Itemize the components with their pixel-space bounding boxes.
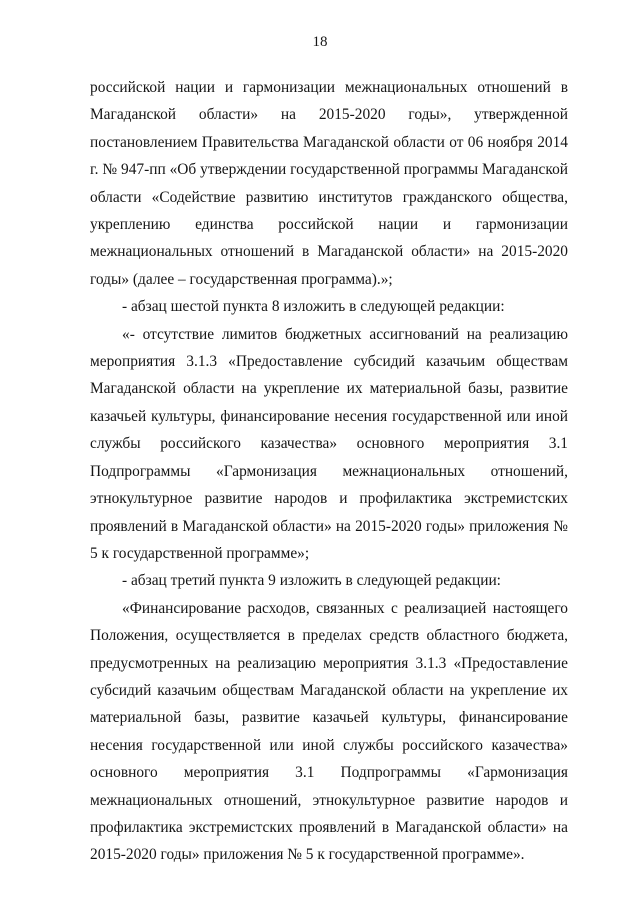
page-number: 18 (312, 34, 328, 50)
paragraph-point-9-text: «Финансирование расходов, связанных с реализацией настоящего Положения, осуществляется в пределах средств областного бюджета, предусмотренных на реализацию мероприятия 3.1.3 «Предоставление субсидий казачьим обществам Магаданской области на укрепление их материальной базы, развитие казачьей культуры, финансирование несения государственной или иной службы российского казачества» основного мероприятия 3.1 Подпрограммы «Гармонизация межнациональных отношений, этнокультурное развитие народов и профилактика экстремистских проявлений в Магаданской области» на 2015-2020 годы» приложения № 5 к государственной программе». (90, 599, 568, 864)
document-body (90, 74, 568, 869)
paragraph-amendment-point-9: - абзац третий пункта 9 изложить в следующей редакции: (122, 572, 501, 590)
paragraph-continuation: российской нации и гармонизации межнациональных отношений в Магаданской области» на 2015-2020 годы», утвержденной постановлением Правительства Магаданской области от 06 ноября 2014 г. № 947-пп «Об утверждении государственной программы Магаданской области «Содействие развитию институтов гражданского общества, укреплению единства российской нации и гармонизации межнациональных отношений в Магаданской области» на 2015-2020 годы» (далее – государственная программа).»; (90, 79, 568, 288)
paragraph-point-8-text: «- отсутствие лимитов бюджетных ассигнований на реализацию мероприятия 3.1.3 «Предоставление субсидий казачьим обществам Магаданской области на укрепление их материальной базы, развитие казачьей культуры, финансирование несения государственной или иной службы российского казачества» основного мероприятия 3.1 Подпрограммы «Гармонизация межнациональных отношений, этнокультурное развитие народов и профилактика экстремистских проявлений в Магаданской области» на 2015-2020 годы» приложения № 5 к государственной программе»; (90, 325, 568, 562)
paragraph-amendment-point-8: - абзац шестой пункта 8 изложить в следующей редакции: (122, 298, 505, 316)
